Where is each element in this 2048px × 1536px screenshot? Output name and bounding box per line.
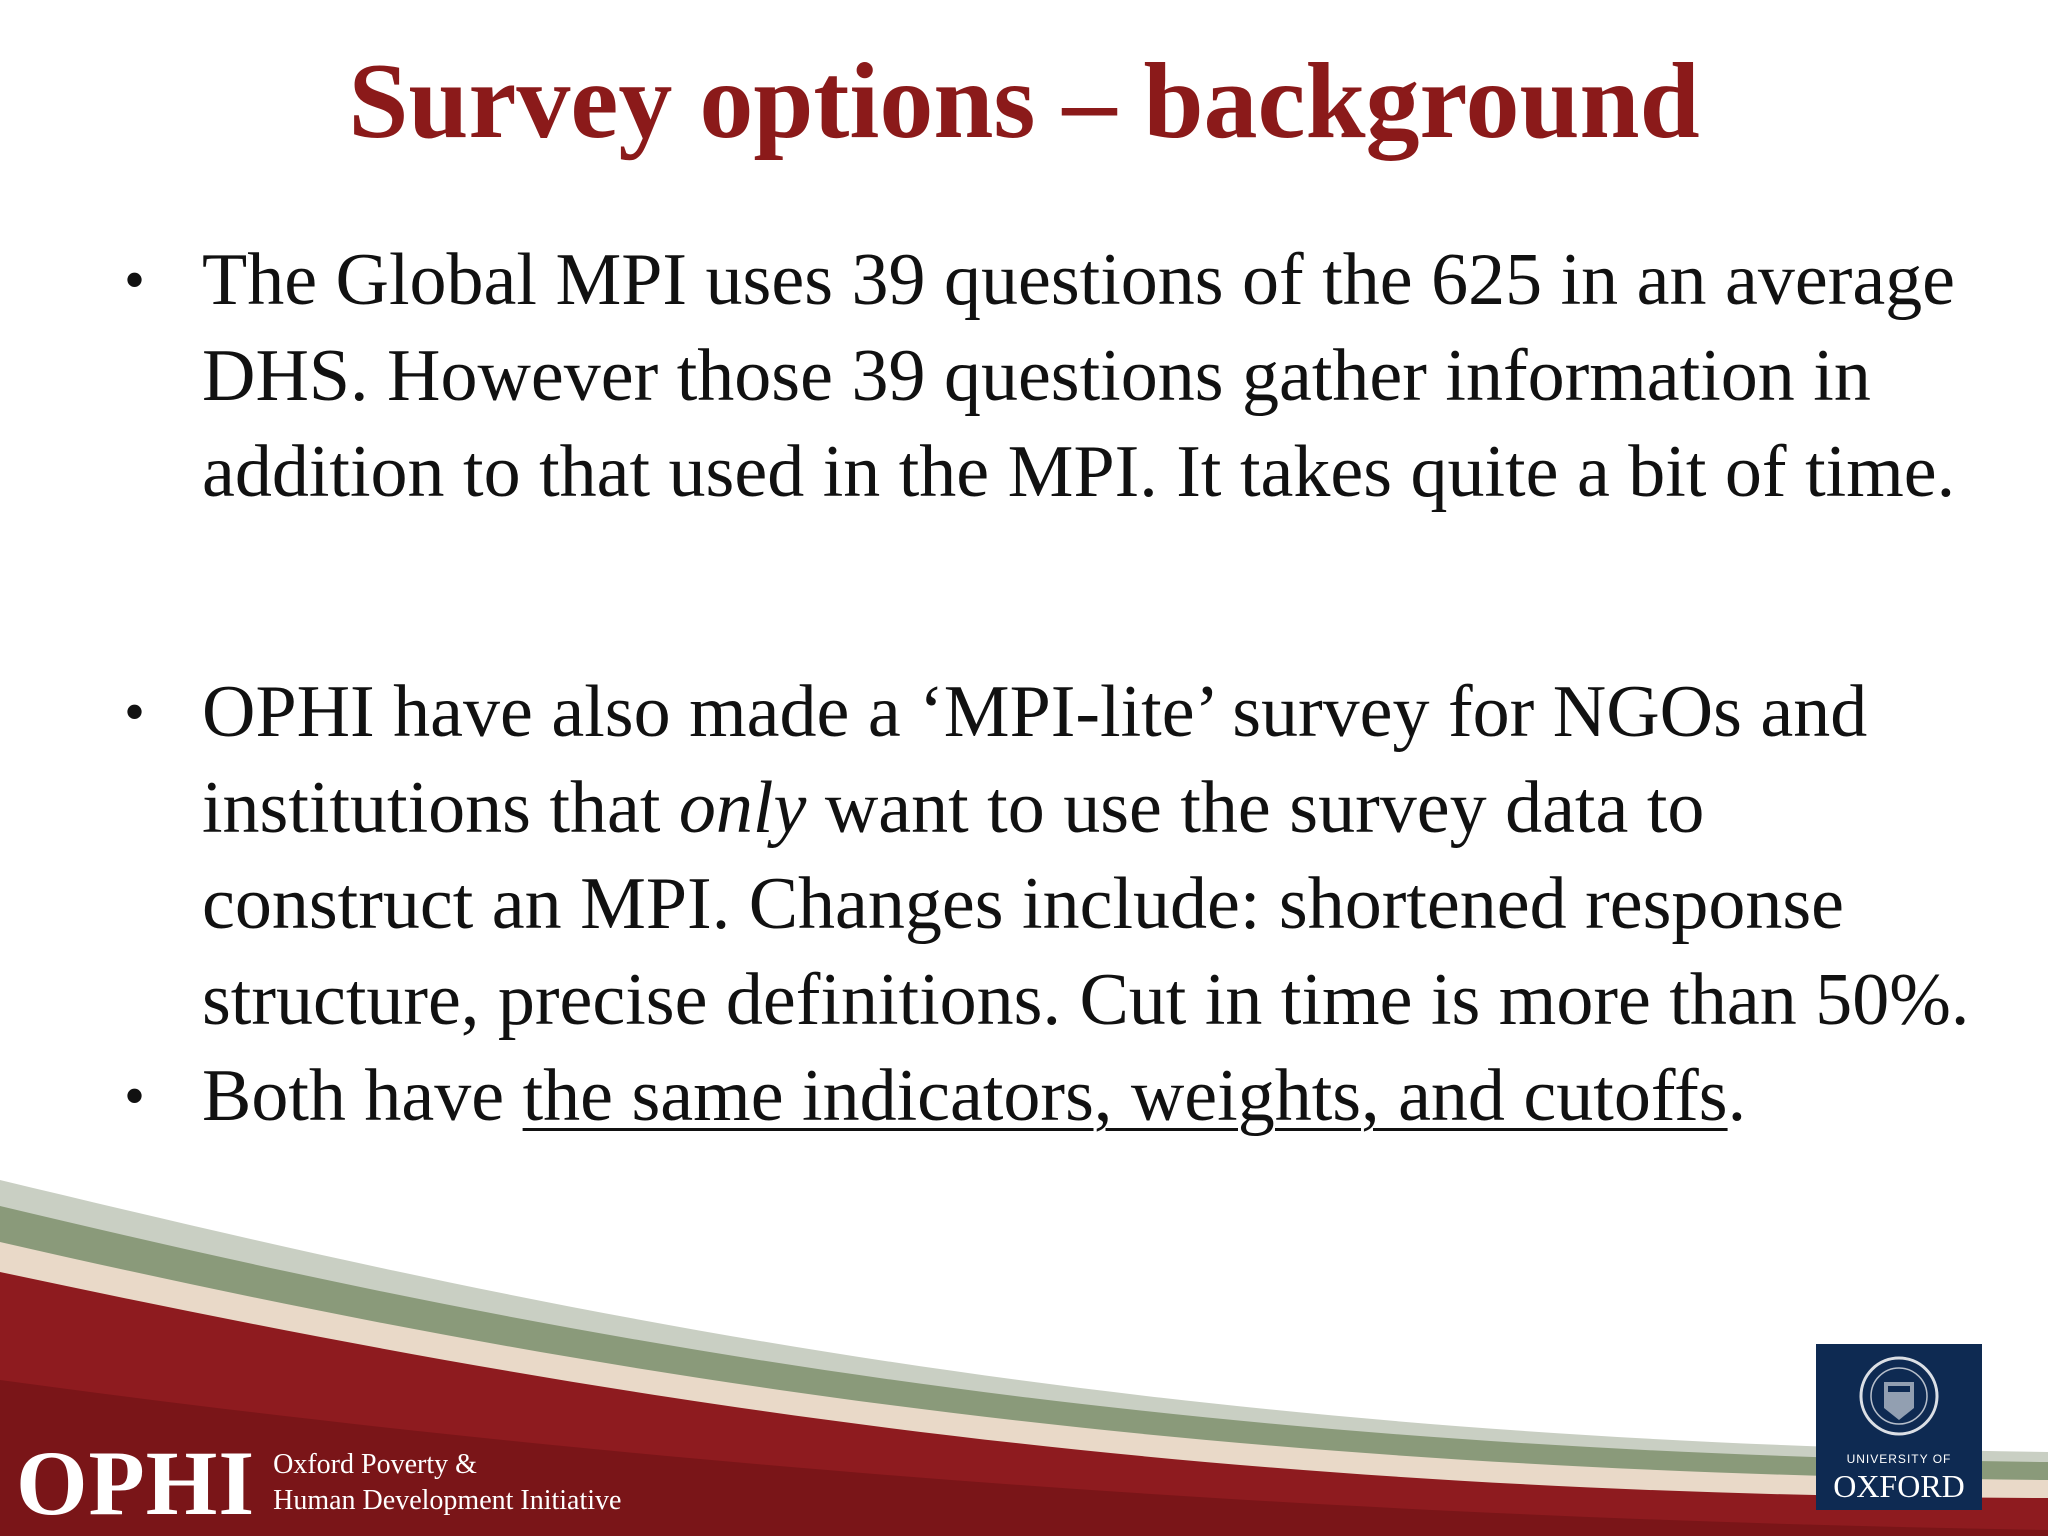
bullet-list bbox=[120, 232, 1980, 1144]
ophi-tagline-line2: Human Development Initiative bbox=[273, 1485, 622, 1516]
ophi-logo bbox=[16, 1432, 622, 1534]
ophi-tagline bbox=[273, 1447, 621, 1519]
emphasis-text: only bbox=[678, 767, 807, 849]
ophi-tagline-line1: Oxford Poverty & bbox=[273, 1449, 477, 1480]
bullet-item bbox=[120, 232, 1980, 520]
bullet-text-part: want to use the survey data to construct an MPI. Changes include: shortened response structure, precise definitions. Cut in time is more than 50%. bbox=[202, 767, 1970, 1041]
ophi-wordmark: OPHI bbox=[16, 1432, 256, 1534]
oxford-logo bbox=[1816, 1344, 1982, 1510]
bullet-marker: • bbox=[124, 679, 146, 745]
bullet-text-part: OPHI have also made a ‘MPI-lite’ survey for NGOs and institutions that bbox=[202, 671, 1868, 849]
bullet-marker: • bbox=[124, 1063, 146, 1129]
bullet-item bbox=[120, 1048, 1980, 1144]
bullet-item bbox=[120, 664, 1980, 1048]
bullet-text-part: . bbox=[1727, 1055, 1747, 1137]
bullet-marker: • bbox=[124, 247, 146, 313]
slide-title: Survey options – background bbox=[348, 42, 1700, 161]
oxford-name: OXFORD bbox=[1833, 1468, 1965, 1504]
underlined-text: the same indicators, weights, and cutoffs bbox=[522, 1055, 1728, 1137]
oxford-university-of: UNIVERSITY OF bbox=[1846, 1452, 1952, 1466]
bullet-text: The Global MPI uses 39 questions of the 625 in an average DHS. However those 39 questions gather information in addition to that used in the MPI. It takes quite a bit of time. bbox=[202, 239, 1956, 513]
bullet-text-part: Both have bbox=[202, 1055, 523, 1137]
